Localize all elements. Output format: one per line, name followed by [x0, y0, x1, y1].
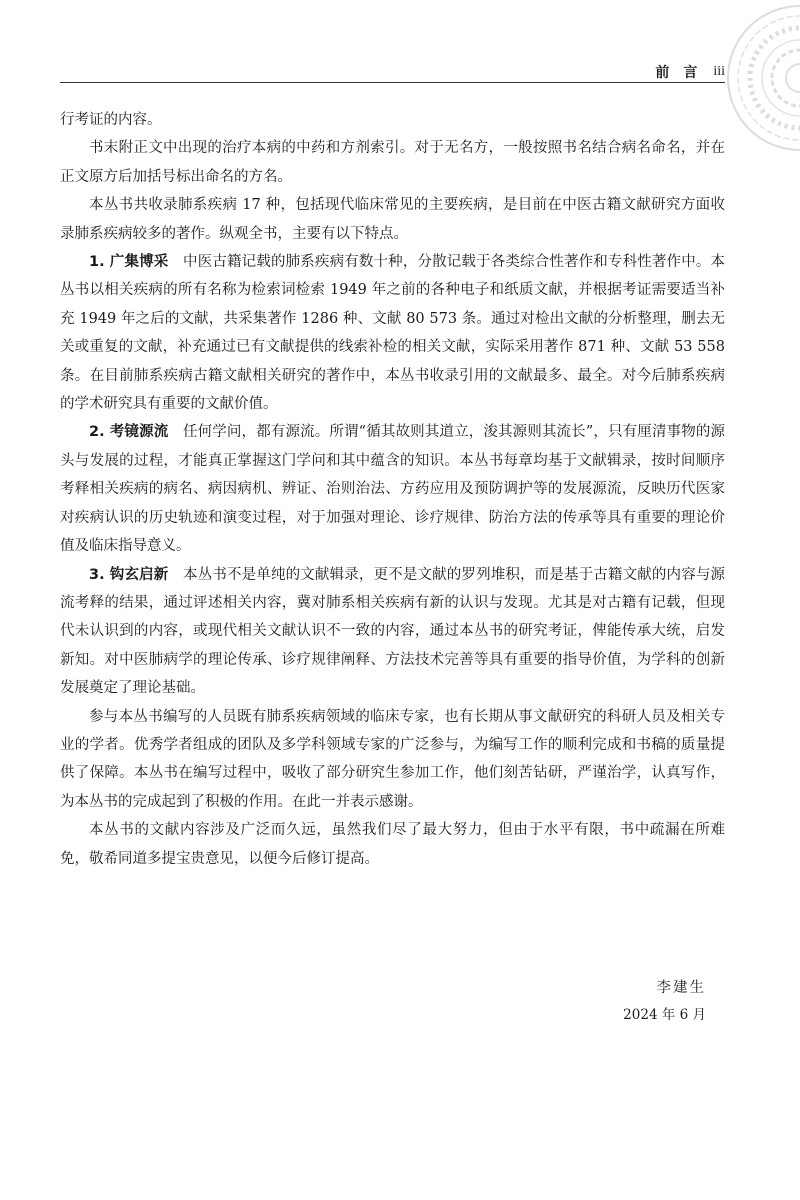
feature-label-1: 1. 广集博采 — [89, 254, 169, 271]
feature-item-3 — [60, 561, 725, 703]
paragraph-index-note: 书末附正文中出现的治疗本病的中药和方剂索引。对于无名方，一般按照书名结合病名命名，并在正文原方后加括号标出命名的方名。 — [60, 140, 725, 185]
page-number: iii — [713, 64, 725, 79]
feature-label-2: 2. 考镜源流 — [89, 424, 169, 441]
feature-item-1 — [60, 248, 725, 418]
corner-seal-ornament — [718, 0, 800, 160]
feature-text-2: 任何学问，都有源流。所谓“循其故则其道立，浚其源则其流长”，只有厘清事物的源头与发展的过程，才能真正掌握这门学问和其中蕴含的知识。本丛书每章均基于文献辑录，按时间顺序考释相关疾病的病名、病因病机、辨证、治则治法、方药应用及预防调护等的发展源流，反映历代医家对疾病认识的历史轨迹和演变过程，对于加强对理论、诊疗规律、防治方法的传承等具有重要的理论价值及临床指导意义。 — [60, 424, 725, 555]
body-text — [60, 106, 725, 873]
feature-text-3: 本丛书不是单纯的文献辑录，更不是文献的罗列堆积，而是基于古籍文献的内容与源流考释的结果，通过评述相关内容，冀对肺系相关疾病有新的认识与发现。尤其是对古籍有记载，但现代未认识到的内容，或现代相关文献认识不一致的内容，通过本丛书的研究考证，俾能传承大统，启发新知。对中医肺病学的理论传承、诊疗规律阐释、方法技术完善等具有重要的指导价值，为学科的创新发展奠定了理论基础。 — [60, 566, 725, 697]
feature-item-2 — [60, 418, 725, 560]
paragraph-closing: 本丛书的文献内容涉及广泛而久远，虽然我们尽了最大努力，但由于水平有限，书中疏漏在所难免，敬希同道多提宝贵意见，以便今后修订提高。 — [60, 822, 725, 867]
paragraph-overview: 本丛书共收录肺系疾病 17 种，包括现代临床常见的主要疾病，是目前在中医古籍文献研究方面收录肺系疾病较多的著作。纵观全书，主要有以下特点。 — [60, 197, 725, 242]
author-signature: 李建生 — [656, 980, 706, 996]
paragraph-acknowledgement: 参与本丛书编写的人员既有肺系疾病领域的临床专家，也有长期从事文献研究的科研人员及相关专业的学者。优秀学者组成的团队及多学科领域专家的广泛参与，为编写工作的顺利完成和书稿的质量提供了保障。本丛书在编写过程中，吸收了部分研究生参加工作，他们刻苦钻研，严谨治学，认真写作，为本丛书的完成起到了积极的作用。在此一并表示感谢。 — [60, 708, 725, 810]
feature-label-3: 3. 钩玄启新 — [89, 566, 169, 583]
running-header — [60, 62, 725, 83]
header-title: 前言 — [655, 65, 712, 81]
signature-date: 2024 年 6 月 — [623, 1007, 706, 1023]
paragraph-continuation: 行考证的内容。 — [60, 112, 162, 128]
feature-text-1: 中医古籍记载的肺系疾病有数十种，分散记载于各类综合性著作和专科性著作中。本丛书以相关疾病的所有名称为检索词检索 1949 年之前的各种电子和纸质文献，并根据考证需要适当补充 1949 年之后的文献，共采集著作 1286 种、文献 80 573 条。通过对检出文献的分析整理，删去无关或重复的文献，补充通过已有文献提供的线索补检的相关文献，实际采用著作 871 种、文献 53 558 条。在目前肺系疾病古籍文献相关研究的著作中，本丛书收录引用的文献最多、最全。对今后肺系疾病的学术研究具有重要的文献价值。 — [60, 254, 725, 413]
